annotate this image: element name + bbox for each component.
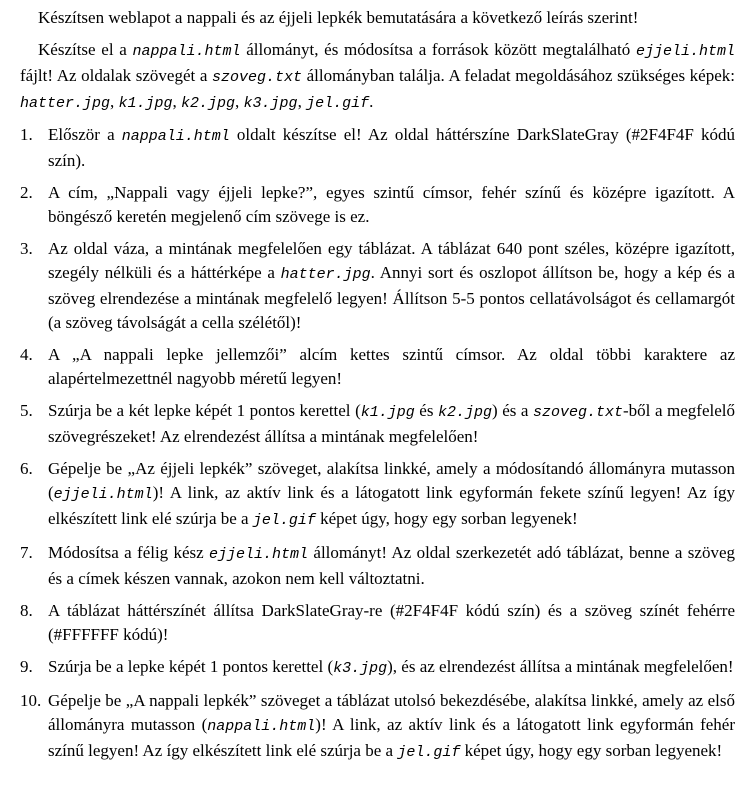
filename-text: nappali.html [132, 43, 241, 60]
text-segment: Szúrja be a két lepke képét 1 pontos kerettel ( [48, 401, 361, 420]
text-segment: Módosítsa a félig kész [48, 543, 210, 562]
filename-text: k2.jpg [438, 404, 493, 421]
text-segment: és [414, 401, 438, 420]
filename-text: k3.jpg [243, 95, 298, 112]
task-list [20, 123, 735, 765]
task-text [48, 401, 735, 446]
text-segment: )! A link, az aktív link és a látogatott link egyformán fehér színű legyen! Az így elkészített link elé szúrja be a [48, 715, 736, 760]
text-segment: , [235, 92, 244, 111]
text-segment: , [110, 92, 119, 111]
filename-text: ejjeli.html [635, 43, 736, 60]
text-segment: Gépelje be „Az éjjeli lepkék” szöveget, alakítsa linkké, amely a módosítandó állományra mutasson ( [48, 459, 735, 502]
task-item [20, 237, 735, 335]
task-item [20, 343, 735, 391]
task-text [48, 543, 735, 588]
filename-text: k3.jpg [333, 660, 388, 677]
task-item [20, 689, 735, 765]
text-segment: állományt, és módosítsa a források között megtalálható [240, 40, 636, 59]
text-segment: . Annyi sort és oszlopot állítson be, hogy a kép és a szöveg elrendezése a mintának megfelelő legyen! Állítson 5-5 pontos cellatávolságot és cellamargót (a szöveg távolságát a cella szélétől)! [48, 263, 735, 332]
document-page [20, 6, 735, 773]
text-segment: A „A nappali lepke jellemzői” alcím kettes szintű címsor. Az oldal többi karaktere az alapértelmezettnél nagyobb méretű legyen! [48, 345, 735, 388]
task-item [20, 541, 735, 591]
task-text [48, 183, 735, 226]
task-number: 7. [20, 543, 33, 562]
text-segment: A táblázat háttérszínét állítsa DarkSlateGray-re (#2F4F4F kódú szín) és a szöveg színét fehérre (#FFFFFF kódú)! [48, 601, 735, 644]
filename-text: ejjeli.html [209, 546, 309, 563]
filename-text: jel.gif [306, 95, 370, 112]
filename-text: k2.jpg [181, 95, 236, 112]
filename-text: szoveg.txt [533, 404, 624, 421]
text-segment: állományt! Az oldal szerkezetét adó táblázat, benne a szöveg és a címek készen vannak, azokon nem kell változtatni. [48, 543, 735, 588]
text-segment: , [297, 92, 307, 111]
task-text [48, 691, 735, 760]
text-segment: képet úgy, hogy egy sorban legyenek! [460, 741, 723, 760]
task-text [48, 657, 734, 676]
filename-text: jel.gif [252, 512, 316, 529]
filename-text: k1.jpg [360, 404, 415, 421]
filename-text: jel.gif [397, 744, 461, 761]
text-segment: )! A link, az aktív link és a látogatott link egyformán fekete színű legyen! Az így elkészített link elé szúrja be a [48, 483, 735, 528]
text-segment: -ből a megfelelő szövegrészeket! Az elrendezést állítsa a mintának megfelelően! [48, 401, 735, 446]
text-segment: . [369, 92, 374, 111]
text-segment: fájlt! Az oldalak szövegét a [20, 66, 212, 85]
filename-text: hatter.jpg [280, 266, 371, 283]
task-number: 5. [20, 401, 33, 420]
filename-text: szoveg.txt [212, 69, 303, 86]
text-segment: Az oldal váza, a mintának megfelelően egy táblázat. A táblázat 640 pont széles, középre igazított, szegély nélküli és a háttérképe a [48, 239, 735, 282]
text-segment: Gépelje be „A nappali lepkék” szöveget a táblázat utolsó bekezdésébe, alakítsa linkké, amely az első állományra mutasson ( [48, 691, 735, 734]
text-segment: ), és az elrendezést állítsa a mintának megfelelően! [387, 657, 734, 676]
filename-text: nappali.html [207, 718, 316, 735]
text-segment: oldalt készítse el! Az oldal háttérszíne DarkSlateGray (#2F4F4F kódú szín). [48, 125, 735, 170]
task-text [48, 125, 735, 170]
task-number: 9. [20, 657, 33, 676]
filename-text: k1.jpg [118, 95, 173, 112]
task-number: 4. [20, 345, 33, 364]
task-number: 3. [20, 239, 33, 258]
text-segment: ) és a [492, 401, 533, 420]
task-text [48, 345, 735, 388]
task-item [20, 399, 735, 449]
task-number: 2. [20, 183, 33, 202]
filename-text: hatter.jpg [20, 95, 111, 112]
task-text [48, 601, 735, 644]
task-text [48, 459, 735, 528]
task-item [20, 123, 735, 173]
intro-paragraph-2 [20, 38, 735, 116]
text-segment: A cím, „Nappali vagy éjjeli lepke?”, egyes szintű címsor, fehér színű és középre igazított. A böngésző keretén megjelenő cím szövege is ez. [48, 183, 735, 226]
text-segment: állományban találja. A feladat megoldásához szükséges képek: [302, 66, 735, 85]
intro-paragraph-1: Készítsen weblapot a nappali és az éjjeli lepkék bemutatására a következő leírás szerint! [38, 8, 639, 27]
task-item [20, 599, 735, 647]
filename-text: ejjeli.html [53, 486, 153, 503]
task-number: 1. [20, 125, 33, 144]
text-segment: képet úgy, hogy egy sorban legyenek! [315, 509, 578, 528]
task-number: 10. [20, 691, 42, 710]
task-item [20, 181, 735, 229]
task-item [20, 655, 735, 681]
text-segment: Először a [48, 125, 122, 144]
text-segment: , [172, 92, 182, 111]
task-number: 8. [20, 601, 33, 620]
task-number: 6. [20, 459, 33, 478]
text-segment: Szúrja be a lepke képét 1 pontos kerettel ( [48, 657, 334, 676]
task-text [48, 239, 735, 332]
filename-text: nappali.html [121, 128, 230, 145]
task-item [20, 457, 735, 533]
text-segment: Készítse el a [38, 40, 133, 59]
